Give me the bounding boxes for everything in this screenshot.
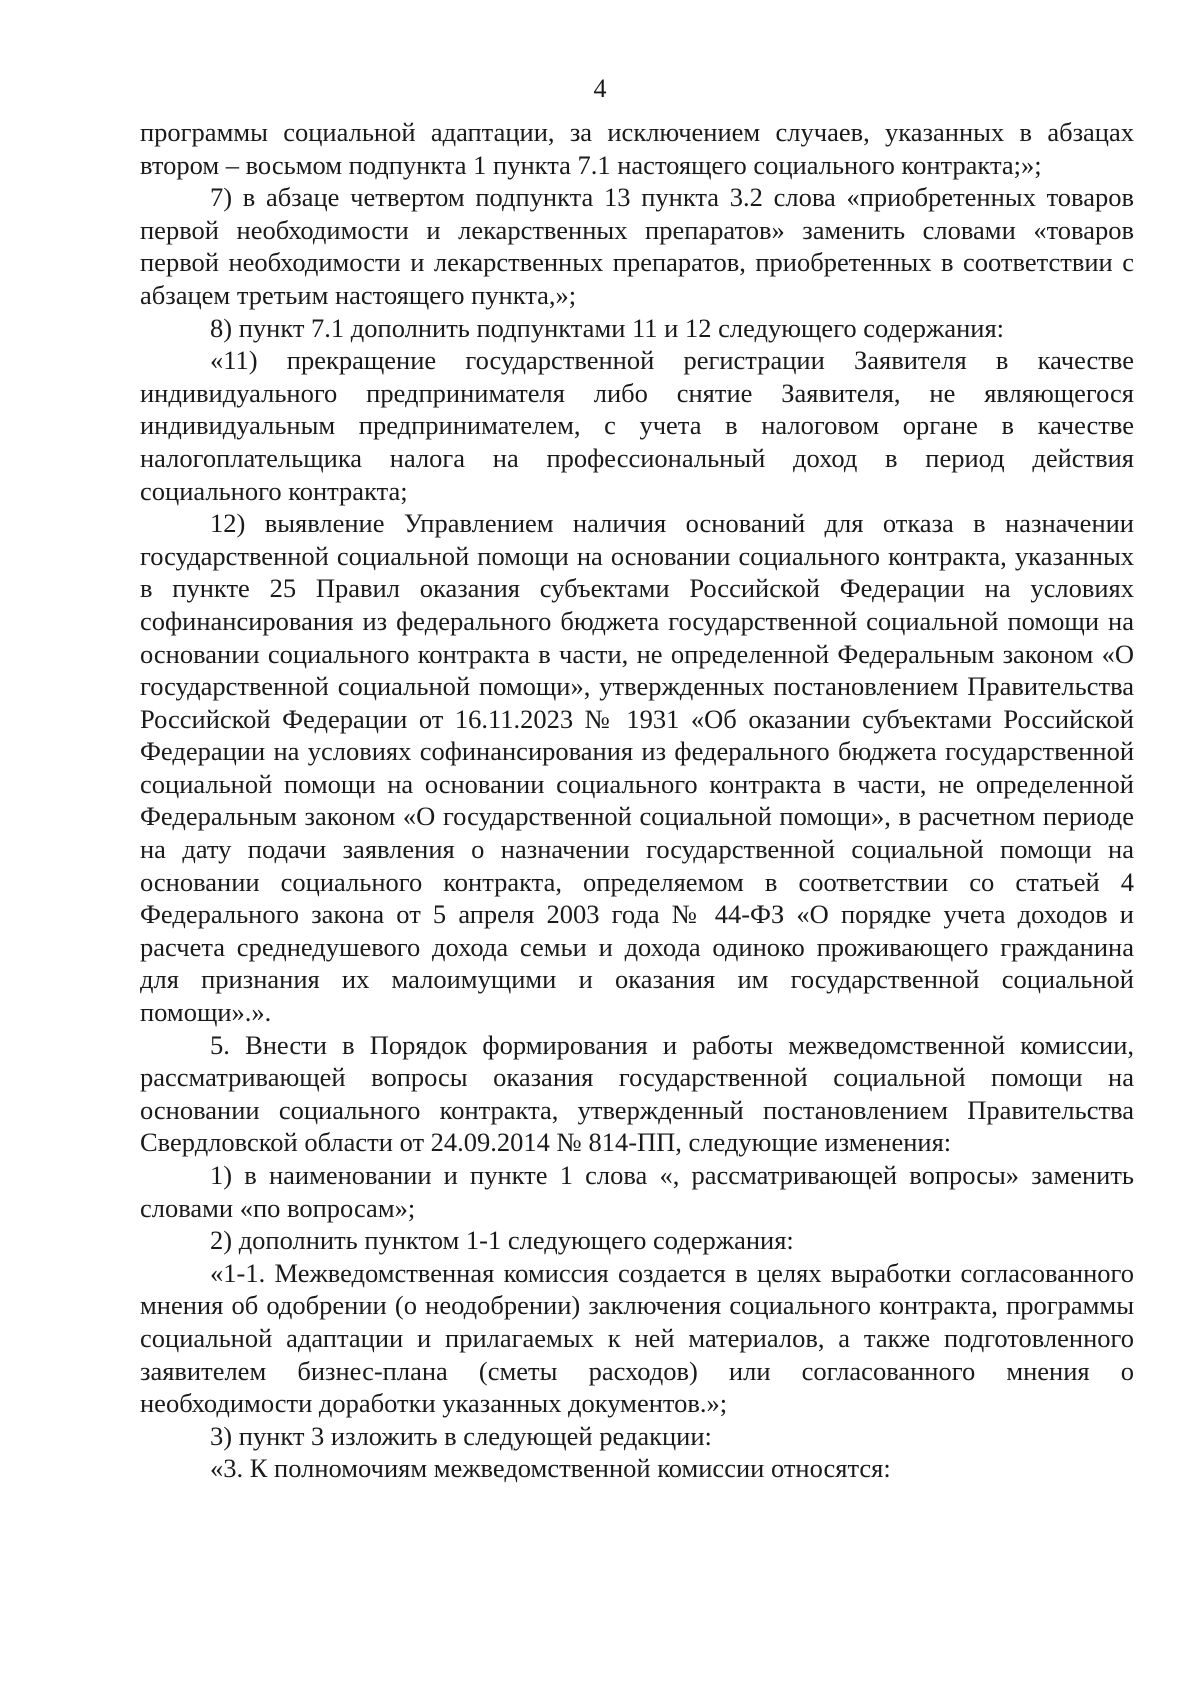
- paragraph-item-3: 3) пункт 3 изложить в следующей редакции:: [210, 1420, 712, 1451]
- paragraph-subitem-11: «11) прекращение государственной регистрации Заявителя в качестве индивидуального предпринимателя либо снятие Заявителя, не являющегося индивидуальным предпринимателем, с учета в налоговом органе в качестве налогоплательщика налога на профессиональный доход в период действия социального контракта;: [140, 345, 1134, 506]
- paragraph-item-1: 1) в наименовании и пункте 1 слова «, рассматривающей вопросы» заменить словами «по вопросам»;: [140, 1160, 1134, 1223]
- paragraph-subitem-12: 12) выявление Управлением наличия оснований для отказа в назначении государственной социальной помощи на основании социального контракта, указанных в пункте 25 Правил оказания субъектами Российской Федерации на условиях софинансирования из федерального бюджета государственной социальной помощи на основании социального контракта в части, не определенной Федеральным законом «О государственной социальной помощи», утвержденных постановлением Правительства Российской Федерации от 16.11.2023 № 1931 «Об оказании субъектами Российской Федерации на условиях софинансирования из федерального бюджета государственной социальной помощи на основании социального контракта в части, не определенной Федеральным законом «О государственной социальной помощи», в расчетном периоде на дату подачи заявления о назначении государственной социальной помощи на основании социального контракта, определяемом в соответствии со статьей 4 Федерального закона от 5 апреля 2003 года № 44-ФЗ «О порядке учета доходов и расчета среднедушевого дохода семьи и дохода одиноко проживающего гражданина для признания их малоимущими и оказания им государственной социальной помощи».».: [140, 508, 1134, 1028]
- paragraph-point-1-1: «1-1. Межведомственная комиссия создается в целях выработки согласованного мнения об одобрении (о неодобрении) заключения социального контракта, программы социальной адаптации и прилагаемых к ней материалов, а также подготовленного заявителем бизнес-плана (сметы расходов) или согласованного мнения о необходимости доработки указанных документов.»;: [140, 1257, 1134, 1419]
- paragraph-section-5: 5. Внести в Порядок формирования и работы межведомственной комиссии, рассматривающей вопросы оказания государственной социальной помощи на основании социального контракта, утвержденный постановлением Правительства Свердловской области от 24.09.2014 № 814-ПП, следующие изменения:: [140, 1029, 1134, 1158]
- page-number: 4: [593, 74, 607, 103]
- paragraph-item-2: 2) дополнить пунктом 1-1 следующего содержания:: [210, 1225, 794, 1256]
- paragraph-item-8: 8) пункт 7.1 дополнить подпунктами 11 и 12 следующего содержания:: [210, 312, 1005, 343]
- paragraph-item-7: 7) в абзаце четвертом подпункта 13 пункта 3.2 слова «приобретенных товаров первой необходимости и лекарственных препаратов» заменить словами «товаров первой необходимости и лекарственных препаратов, приобретенных в соответствии с абзацем третьим настоящего пункта,»;: [140, 182, 1134, 310]
- paragraph-point-3: «3. К полномочиям межведомственной комиссии относятся:: [210, 1453, 891, 1484]
- document-body: [140, 116, 1134, 1485]
- paragraph-continuation: программы социальной адаптации, за исключением случаев, указанных в абзацах втором – восьмом подпункта 1 пункта 7.1 настоящего социального контракта;»;: [140, 117, 1134, 180]
